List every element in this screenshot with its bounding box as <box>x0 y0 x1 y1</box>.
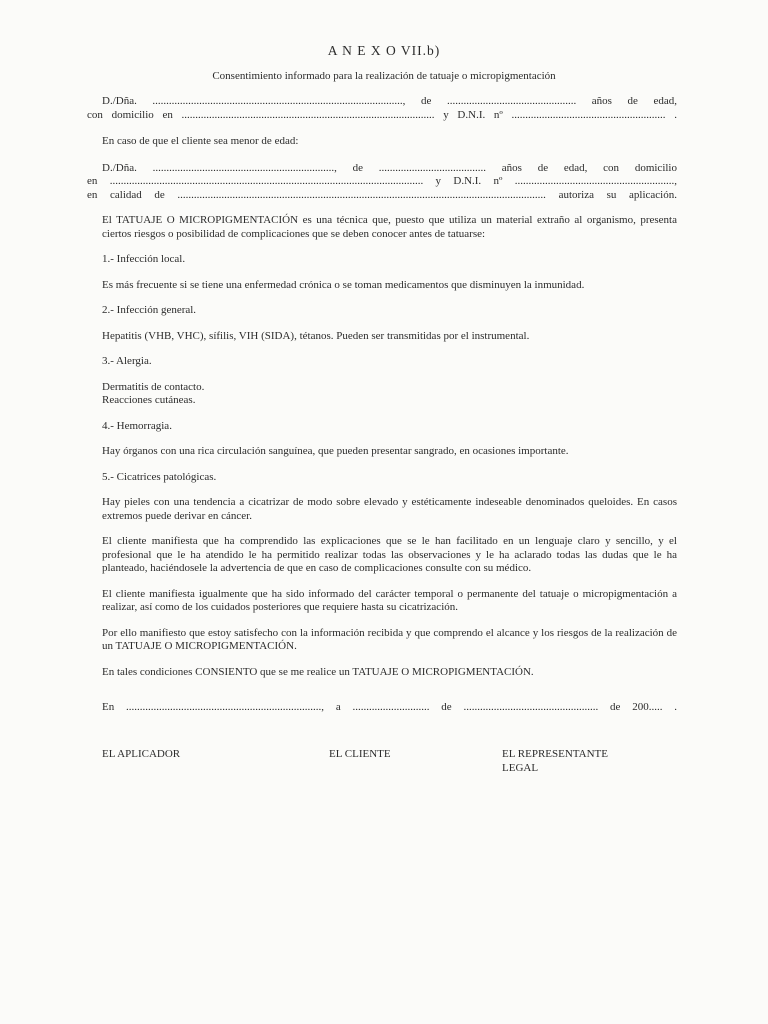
representative-label-line1: EL REPRESENTANTE <box>502 748 608 760</box>
risk-body: Hay órganos con una rica circulación sanguínea, que pueden presentar sangrado, en ocasiones importante. <box>102 445 569 457</box>
risk-heading: 1.- Infección local. <box>102 253 186 265</box>
document-body <box>87 95 677 715</box>
client-address-line: con domicilio en ............................................................................................ y D.N.I. nº ........................................................ . <box>87 108 677 121</box>
client-signature-label: EL CLIENTE <box>329 748 391 760</box>
declaration-paragraph: El cliente manifiesta que ha comprendido las explicaciones que se le han facilitado en un lenguaje claro y sencillo, y el profesional que le ha atendido le ha permitido realizar todas las observaciones y le ha aclarado todas las dudas que le ha planteado, haciéndosele la advertencia de que en caso de complicaciones consulte con su médico. <box>102 535 677 574</box>
risk-heading: 4.- Hemorragia. <box>102 419 172 432</box>
risk-heading: 3.- Alergia. <box>102 355 152 367</box>
risk-body: Hay pieles con una tendencia a cicatrizar de modo sobre elevado y estéticamente indeseable denominados queloides. En casos extremos puede derivar en cáncer. <box>102 496 677 522</box>
client-name-line: D./Dña. ..........................................................................................., de ............................................... años de edad, <box>102 95 677 107</box>
risk-body: Es más frecuente si se tiene una enfermedad crónica o se toman medicamentos que disminuyen la inmunidad. <box>102 278 585 291</box>
minor-intro: En caso de que el cliente sea menor de edad: <box>102 135 299 147</box>
declaration-paragraph: El cliente manifiesta igualmente que ha sido informado del carácter temporal o permanente del tatuaje o micropigmentación a realizar, así como de los cuidados posteriores que requiere hasta su cicatrización. <box>102 587 677 613</box>
minor-name-line: D./Dña. .................................................................., de ....................................... años de edad, con domicilio <box>102 161 677 174</box>
minor-address-line: en .................................................................................................................. y D.N.I. nº .........................................................., <box>87 175 677 187</box>
declaration-paragraph: Por ello manifiesto que estoy satisfecho con la información recibida y que comprendo el alcance y los riesgos de la realización de un TATUAJE O MICROPIGMENTACIÓN. <box>102 626 677 652</box>
intro-paragraph: El TATUAJE O MICROPIGMENTACIÓN es una técnica que, puesto que utiliza un material extraño al organismo, presenta ciertos riesgos o posibilidad de complicaciones que se deben conocer antes de tatuarse: <box>102 214 677 240</box>
applicator-signature-label: EL APLICADOR <box>102 748 181 760</box>
risk-body: Hepatitis (VHB, VHC), sífilis, VIH (SIDA), tétanos. Pueden ser transmitidas por el instrumental. <box>102 329 530 342</box>
risk-heading: 5.- Cicatrices patológicas. <box>102 470 217 483</box>
annex-title: A N E X O VII.b) <box>327 43 441 58</box>
minor-capacity-line: en calidad de ...................................................................................................................................... autoriza su aplicación. <box>87 188 677 201</box>
risk-heading: 2.- Infección general. <box>102 304 197 316</box>
place-date-line: En ......................................................................., a ............................ de ................................................. de 200..... . <box>102 701 677 713</box>
consent-statement: En tales condiciones CONSIENTO que se me realice un TATUAJE O MICROPIGMENTACIÓN. <box>102 665 534 678</box>
risk-body: Dermatitis de contacto. <box>102 380 205 393</box>
representative-label-line2: LEGAL <box>502 761 539 774</box>
risk-body: Reacciones cutáneas. <box>102 394 196 406</box>
document-subtitle: Consentimiento informado para la realización de tatuaje o micropigmentación <box>212 70 556 82</box>
representative-signature-label <box>502 748 652 775</box>
